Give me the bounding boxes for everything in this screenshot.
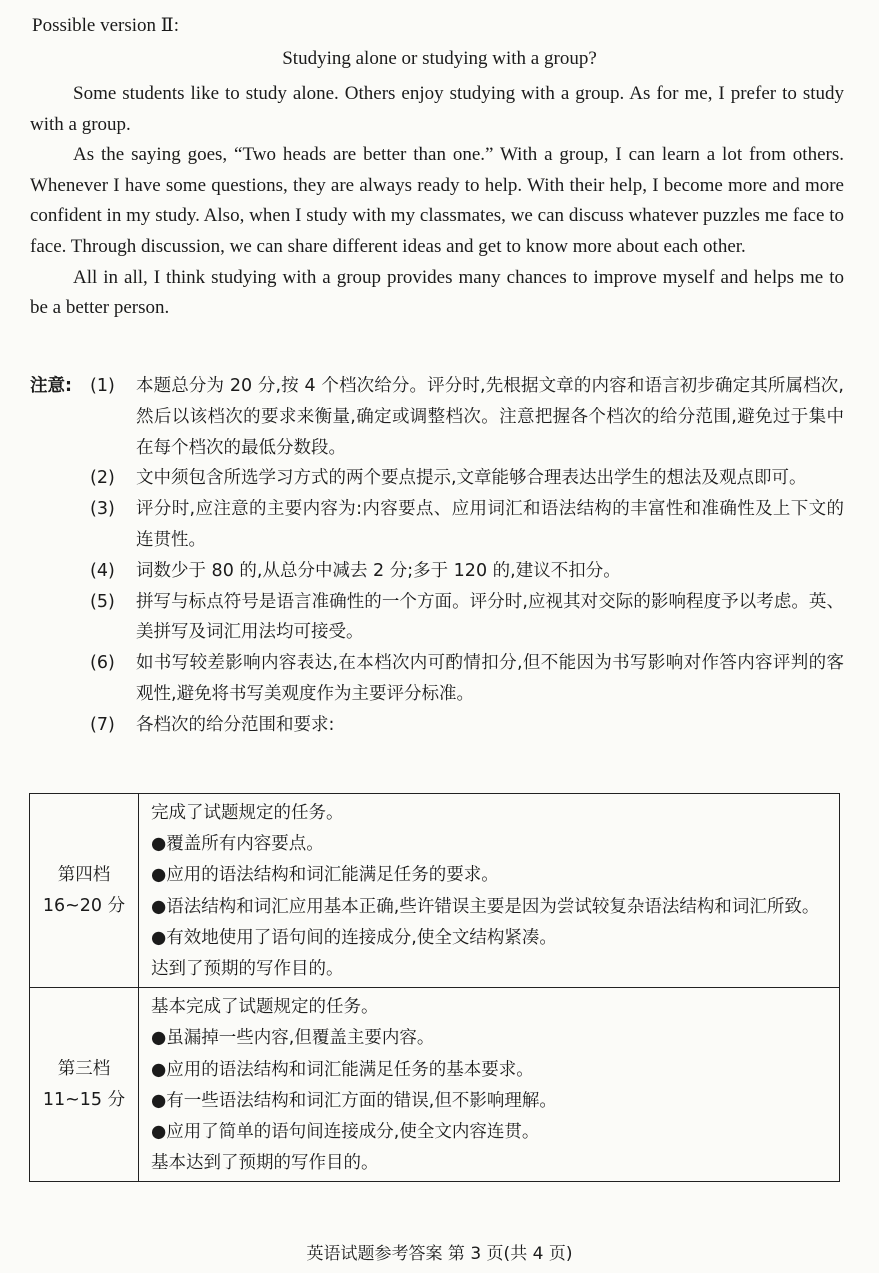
note-item xyxy=(30,710,844,741)
note-text: 拼写与标点符号是语言准确性的一个方面。评分时,应视其对交际的影响程度予以考虑。英、美拼写及词汇用法均可接受。 xyxy=(136,591,844,643)
band-bullet: ●语法结构和词汇应用基本正确,些许错误主要是因为尝试较复杂语法结构和词汇所致。 xyxy=(151,896,820,917)
note-number: (7) xyxy=(90,714,115,735)
note-text: 本题总分为 20 分,按 4 个档次给分。评分时,先根据文章的内容和语言初步确定其所属档次,然后以该档次的要求来衡量,确定或调整档次。注意把握各个档次的给分范围,避免过于集中在每个档次的最低分数段。 xyxy=(136,376,844,458)
note-item xyxy=(30,371,844,463)
notes-section xyxy=(30,371,844,741)
note-text: 各档次的给分范围和要求: xyxy=(136,714,335,735)
note-number: (2) xyxy=(90,468,115,489)
band-bullet: ●有一些语法结构和词汇方面的错误,但不影响理解。 xyxy=(151,1090,557,1111)
essay-title: Studying alone or studying with a group? xyxy=(282,48,597,69)
note-text: 评分时,应注意的主要内容为:内容要点、应用词汇和语法结构的丰富性和准确性及上下文的连贯性。 xyxy=(136,499,844,550)
grading-table xyxy=(29,793,840,1182)
note-item xyxy=(30,587,844,649)
band-range: 11~15 分 xyxy=(42,1089,126,1110)
essay-body xyxy=(30,79,844,324)
band-bullet: ●虽漏掉一些内容,但覆盖主要内容。 xyxy=(151,1028,435,1049)
table-row xyxy=(30,988,840,1182)
essay-paragraph: As the saying goes, “Two heads are better than one.” With a group, I can learn a lot from others. Whenever I have some questions, they are always ready to help. With their help, I become more and more confident in my study. Also, when I study with my classmates, we can discuss whatever puzzles me face to face. Through discussion, we can share different ideas and get to know more about each other. xyxy=(30,144,844,257)
band-line: 达到了预期的写作目的。 xyxy=(151,959,344,980)
notes-label: 注意: xyxy=(30,376,72,396)
note-text: 如书写较差影响内容表达,在本档次内可酌情扣分,但不能因为书写影响对作答内容评判的客观性,避免将书写美观度作为主要评分标准。 xyxy=(136,653,844,704)
band-name: 第三档 xyxy=(57,1058,111,1079)
band-description xyxy=(139,988,840,1182)
band-description xyxy=(139,794,840,988)
note-number: (5) xyxy=(90,591,115,612)
note-text: 文中须包含所选学习方式的两个要点提示,文章能够合理表达出学生的想法及观点即可。 xyxy=(136,468,807,489)
note-number: (3) xyxy=(90,499,115,520)
page-footer: 英语试题参考答案 第 3 页(共 4 页) xyxy=(306,1244,573,1264)
band-cell xyxy=(30,988,139,1182)
version-label: Possible version Ⅱ: xyxy=(32,15,179,36)
note-item xyxy=(30,556,844,587)
note-text: 词数少于 80 的,从总分中减去 2 分;多于 120 的,建议不扣分。 xyxy=(136,560,621,581)
band-line: 完成了试题规定的任务。 xyxy=(151,803,344,823)
table-row xyxy=(30,794,840,988)
essay-paragraph: All in all, I think studying with a group provides many chances to improve myself and helps me to be a better person. xyxy=(30,266,844,319)
band-bullet: ●应用的语法结构和词汇能满足任务的基本要求。 xyxy=(151,1059,534,1080)
band-bullet: ●应用了简单的语句间连接成分,使全文内容连贯。 xyxy=(151,1122,540,1143)
note-item xyxy=(30,494,844,556)
band-name: 第四档 xyxy=(57,864,111,885)
band-bullet: ●有效地使用了语句间的连接成分,使全文结构紧凑。 xyxy=(151,927,557,948)
band-bullet: ●覆盖所有内容要点。 xyxy=(151,834,324,855)
band-cell xyxy=(30,794,139,988)
band-range: 16~20 分 xyxy=(42,895,126,916)
note-number: (6) xyxy=(90,653,115,674)
band-bullet: ●应用的语法结构和词汇能满足任务的要求。 xyxy=(151,865,499,886)
note-number: (4) xyxy=(90,560,115,581)
note-number: (1) xyxy=(90,376,115,396)
band-line: 基本达到了预期的写作目的。 xyxy=(151,1153,379,1174)
essay-paragraph: Some students like to study alone. Others enjoy studying with a group. As for me, I prefer to study with a group. xyxy=(30,83,844,135)
note-item xyxy=(30,648,844,710)
note-item xyxy=(30,463,844,494)
band-line: 基本完成了试题规定的任务。 xyxy=(151,997,379,1018)
